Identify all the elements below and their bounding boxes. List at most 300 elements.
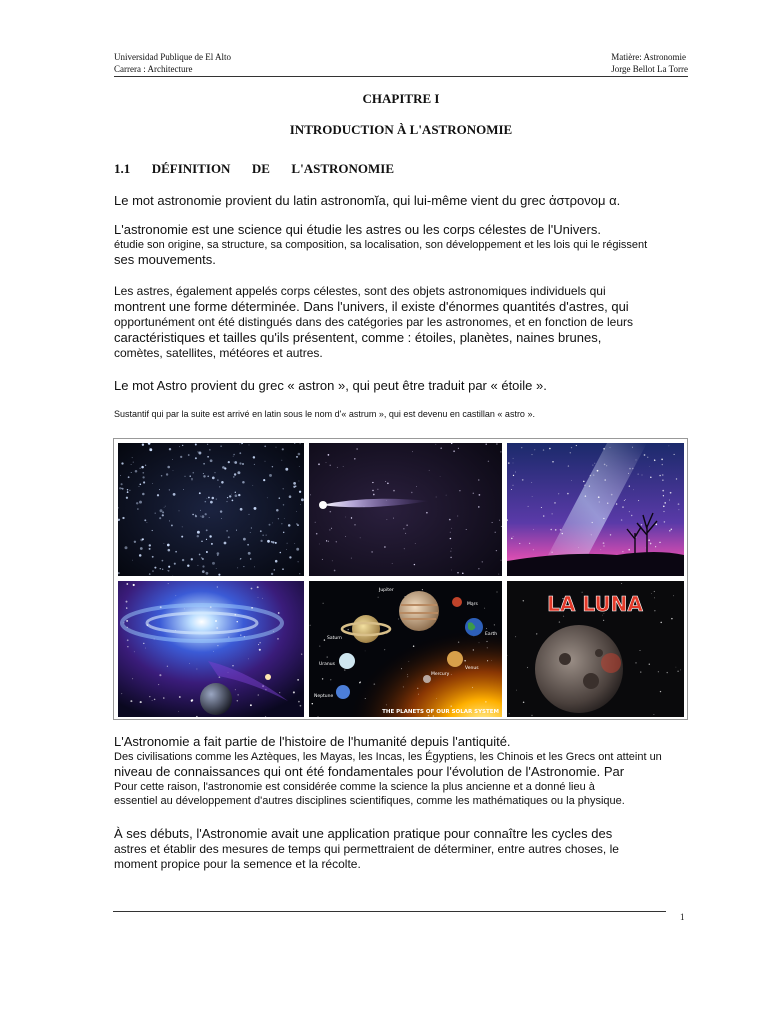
star-dot bbox=[649, 664, 650, 665]
star-dot bbox=[206, 539, 207, 540]
planet-label: Jupiter bbox=[379, 588, 394, 593]
star-dot bbox=[125, 546, 128, 549]
star-dot bbox=[648, 539, 650, 541]
star-dot bbox=[127, 627, 128, 628]
star-dot bbox=[384, 649, 385, 650]
star-dot bbox=[283, 532, 284, 533]
star-dot bbox=[173, 470, 174, 471]
star-dot bbox=[562, 533, 563, 534]
star-dot bbox=[406, 525, 407, 526]
star-dot bbox=[622, 506, 624, 508]
text-line: montrent une forme déterminée. Dans l'univers, il existe d'énormes quantités d'astres, qui bbox=[114, 299, 629, 314]
star-dot bbox=[200, 510, 201, 511]
star-dot bbox=[622, 551, 623, 552]
star-dot bbox=[200, 516, 201, 517]
star-dot bbox=[265, 716, 266, 717]
star-dot bbox=[233, 476, 235, 478]
star-dot bbox=[286, 549, 287, 550]
star-dot bbox=[603, 448, 605, 450]
star-dot bbox=[163, 697, 165, 699]
star-dot bbox=[651, 593, 652, 594]
star-dot bbox=[300, 443, 301, 444]
star-dot bbox=[277, 638, 279, 640]
star-dot bbox=[212, 477, 215, 480]
text-line: caractéristiques et tailles qu'ils présentent, comme : étoiles, planètes, naines brunes, bbox=[114, 330, 602, 345]
solar-system-image bbox=[309, 581, 502, 717]
star-dot bbox=[591, 534, 592, 535]
star-dot bbox=[238, 494, 240, 496]
star-dot bbox=[310, 625, 311, 626]
section-heading bbox=[114, 161, 394, 177]
star-dot bbox=[139, 554, 142, 557]
author-name: Jorge Bellot La Torre bbox=[611, 64, 688, 74]
text-line: opportunément ont été distingués dans des catégories par les astronomes, et en fonction de leurs bbox=[114, 315, 633, 329]
star-dot bbox=[282, 448, 284, 450]
star-dot bbox=[655, 546, 656, 547]
star-dot bbox=[182, 445, 183, 446]
star-dot bbox=[491, 660, 492, 661]
star-dot bbox=[464, 660, 465, 661]
text-line: Des civilisations comme les Aztèques, les Mayas, les Incas, les Égyptiens, les Chinois et les Grecs ont atteint un bbox=[114, 751, 662, 763]
star-dot bbox=[209, 449, 210, 450]
star-dot bbox=[212, 497, 215, 500]
star-dot bbox=[250, 558, 251, 559]
star-dot bbox=[272, 523, 273, 524]
star-dot bbox=[570, 452, 571, 453]
star-dot bbox=[131, 472, 132, 473]
star-dot bbox=[187, 565, 189, 567]
star-dot bbox=[139, 486, 140, 487]
star-dot bbox=[436, 698, 437, 699]
star-dot bbox=[323, 603, 324, 604]
star-dot bbox=[440, 447, 442, 449]
star-dot bbox=[414, 564, 415, 565]
star-dot bbox=[121, 693, 122, 694]
star-dot bbox=[610, 534, 611, 535]
star-dot bbox=[160, 509, 163, 512]
star-dot bbox=[660, 622, 662, 624]
star-dot bbox=[527, 667, 528, 668]
star-dot bbox=[184, 609, 185, 610]
star-dot bbox=[281, 460, 282, 461]
star-dot bbox=[532, 496, 533, 497]
star-dot bbox=[229, 495, 231, 497]
star-dot bbox=[257, 586, 259, 588]
star-dot bbox=[645, 548, 646, 549]
star-dot bbox=[124, 622, 125, 623]
star-dot bbox=[293, 486, 295, 488]
star-dot bbox=[315, 522, 316, 523]
star-dot bbox=[534, 449, 535, 450]
star-dot bbox=[599, 501, 600, 502]
star-dot bbox=[253, 456, 255, 458]
star-dot bbox=[173, 493, 176, 496]
text-line: À ses débuts, l'Astronomie avait une application pratique pour connaître les cycles des bbox=[114, 826, 613, 841]
star-dot bbox=[248, 659, 249, 660]
footer-rule bbox=[113, 911, 666, 912]
star-dot bbox=[142, 476, 144, 478]
star-dot bbox=[224, 467, 226, 469]
star-dot bbox=[258, 597, 259, 598]
star-dot bbox=[211, 543, 213, 545]
star-dot bbox=[172, 459, 173, 460]
star-dot bbox=[226, 530, 228, 532]
star-dot bbox=[360, 537, 361, 538]
star-dot bbox=[219, 676, 221, 678]
star-dot bbox=[275, 542, 277, 544]
star-dot bbox=[326, 462, 327, 463]
star-dot bbox=[488, 461, 489, 462]
star-dot bbox=[249, 444, 250, 445]
star-dot bbox=[168, 570, 170, 572]
star-dot bbox=[357, 448, 358, 449]
star-dot bbox=[227, 501, 228, 502]
star-dot bbox=[654, 597, 655, 598]
star-dot bbox=[559, 621, 560, 622]
star-dot bbox=[495, 532, 496, 533]
star-dot bbox=[558, 493, 559, 494]
star-dot bbox=[199, 492, 201, 494]
star-dot bbox=[378, 597, 379, 598]
star-dot bbox=[162, 569, 163, 570]
star-dot bbox=[248, 552, 251, 555]
chapter-heading: CHAPITRE I bbox=[362, 91, 440, 106]
star-dot bbox=[344, 669, 345, 670]
star-dot bbox=[160, 606, 162, 608]
star-dot bbox=[196, 669, 197, 670]
star-dot bbox=[301, 653, 302, 654]
comet-image bbox=[309, 443, 502, 576]
star-dot bbox=[209, 517, 210, 518]
star-dot bbox=[152, 556, 154, 558]
star-dot bbox=[127, 489, 128, 490]
star-dot bbox=[392, 563, 393, 564]
star-dot bbox=[594, 463, 595, 464]
star-dot bbox=[144, 519, 146, 521]
star-dot bbox=[206, 551, 208, 553]
star-dot bbox=[604, 464, 606, 466]
star-dot bbox=[412, 451, 413, 452]
star-dot bbox=[365, 651, 366, 652]
star-dot bbox=[167, 570, 168, 571]
star-dot bbox=[521, 447, 522, 448]
star-dot bbox=[343, 466, 344, 467]
star-dot bbox=[650, 476, 652, 478]
star-dot bbox=[300, 504, 301, 505]
star-dot bbox=[171, 524, 173, 526]
star-dot bbox=[237, 567, 238, 568]
star-dot bbox=[207, 456, 209, 458]
star-dot bbox=[142, 444, 144, 446]
star-dot bbox=[658, 671, 659, 672]
star-dot bbox=[655, 524, 657, 526]
star-dot bbox=[298, 481, 299, 482]
star-dot bbox=[398, 619, 399, 620]
star-dot bbox=[408, 661, 409, 662]
star-dot bbox=[294, 543, 295, 544]
star-dot bbox=[142, 493, 145, 496]
star-dot bbox=[121, 488, 122, 489]
star-dot bbox=[141, 466, 144, 469]
star-dot bbox=[676, 478, 677, 479]
star-dot bbox=[209, 535, 211, 537]
star-dot bbox=[328, 454, 330, 456]
section-word: DE bbox=[251, 161, 270, 176]
star-dot bbox=[206, 529, 208, 531]
star-dot bbox=[407, 674, 408, 675]
star-dot bbox=[232, 665, 233, 666]
star-dot bbox=[169, 448, 171, 450]
star-dot bbox=[228, 461, 230, 463]
star-dot bbox=[198, 451, 199, 452]
star-dot bbox=[149, 696, 150, 697]
star-dot bbox=[236, 530, 237, 531]
star-dot bbox=[293, 482, 296, 485]
star-dot bbox=[499, 520, 500, 521]
star-dot bbox=[265, 461, 266, 462]
star-dot bbox=[179, 511, 180, 512]
star-dot bbox=[616, 503, 618, 505]
star-dot bbox=[127, 646, 128, 647]
star-cluster-image bbox=[118, 443, 304, 576]
star-dot bbox=[127, 491, 129, 493]
star-dot bbox=[401, 668, 402, 669]
star-dot bbox=[175, 551, 177, 553]
star-dot bbox=[322, 559, 323, 560]
text-line: Les astres, également appelés corps célestes, sont des objets astronomiques individuels qui bbox=[114, 284, 606, 298]
star-dot bbox=[331, 528, 332, 529]
planet-label: Venus bbox=[465, 666, 479, 671]
star-dot bbox=[137, 508, 139, 510]
star-dot bbox=[552, 461, 554, 463]
star-dot bbox=[237, 471, 240, 474]
star-dot bbox=[139, 468, 140, 469]
star-dot bbox=[282, 568, 284, 570]
star-dot bbox=[207, 476, 209, 478]
star-dot bbox=[298, 561, 299, 562]
star-dot bbox=[154, 699, 156, 701]
star-dot bbox=[240, 634, 241, 635]
star-dot bbox=[603, 542, 605, 544]
star-dot bbox=[319, 646, 320, 647]
star-dot bbox=[638, 474, 639, 475]
star-dot bbox=[298, 701, 300, 703]
section-word: L'ASTRONOMIE bbox=[291, 161, 394, 176]
page-header bbox=[114, 51, 688, 77]
star-dot bbox=[159, 489, 160, 490]
star-dot bbox=[195, 515, 196, 516]
star-dot bbox=[641, 524, 642, 525]
star-dot bbox=[184, 476, 185, 477]
star-dot bbox=[296, 511, 297, 512]
star-dot bbox=[318, 716, 319, 717]
star-dot bbox=[649, 466, 650, 467]
star-dot bbox=[501, 526, 502, 527]
star-dot bbox=[128, 476, 130, 478]
star-dot bbox=[289, 495, 292, 498]
star-dot bbox=[235, 689, 236, 690]
star-dot bbox=[606, 465, 607, 466]
star-dot bbox=[228, 637, 229, 638]
star-dot bbox=[168, 566, 170, 568]
star-dot bbox=[472, 687, 473, 688]
star-dot bbox=[621, 583, 622, 584]
star-dot bbox=[522, 479, 524, 481]
star-dot bbox=[451, 674, 452, 675]
star-dot bbox=[673, 595, 674, 596]
star-dot bbox=[531, 482, 532, 483]
star-dot bbox=[183, 489, 184, 490]
star-dot bbox=[145, 648, 146, 649]
star-dot bbox=[191, 558, 193, 560]
star-dot bbox=[285, 468, 288, 471]
star-dot bbox=[133, 584, 135, 586]
star-dot bbox=[509, 713, 510, 714]
star-dot bbox=[635, 662, 636, 663]
star-dot bbox=[233, 454, 235, 456]
star-dot bbox=[134, 541, 136, 543]
star-dot bbox=[487, 648, 488, 649]
star-dot bbox=[328, 541, 329, 542]
star-dot bbox=[372, 490, 373, 491]
star-dot bbox=[234, 614, 236, 616]
star-dot bbox=[571, 480, 572, 481]
star-dot bbox=[497, 592, 498, 593]
star-dot bbox=[263, 535, 264, 536]
star-dot bbox=[234, 461, 237, 464]
star-dot bbox=[459, 490, 460, 491]
star-dot bbox=[142, 472, 144, 474]
star-dot bbox=[426, 512, 428, 514]
star-dot bbox=[332, 560, 333, 561]
star-dot bbox=[235, 494, 238, 497]
star-dot bbox=[300, 705, 302, 707]
star-dot bbox=[329, 529, 330, 530]
astronomy-image-grid bbox=[113, 438, 688, 720]
star-dot bbox=[449, 519, 451, 521]
star-dot bbox=[568, 465, 569, 466]
star-dot bbox=[132, 457, 133, 458]
star-dot bbox=[181, 536, 183, 538]
star-dot bbox=[611, 494, 613, 496]
paragraph bbox=[114, 826, 688, 872]
star-dot bbox=[275, 560, 278, 563]
star-dot bbox=[351, 517, 352, 518]
star-dot bbox=[589, 485, 590, 486]
star-dot bbox=[330, 511, 332, 512]
star-dot bbox=[299, 573, 300, 574]
star-dot bbox=[159, 674, 161, 676]
star-dot bbox=[324, 639, 325, 640]
star-dot bbox=[631, 515, 632, 516]
star-dot bbox=[299, 466, 300, 467]
star-dot bbox=[436, 497, 437, 498]
star-dot bbox=[254, 567, 255, 568]
star-dot bbox=[182, 526, 183, 527]
star-dot bbox=[217, 645, 218, 646]
star-dot bbox=[126, 620, 128, 622]
star-dot bbox=[585, 495, 587, 497]
star-dot bbox=[654, 591, 655, 592]
text-line: moment propice pour la semence et la récolte. bbox=[114, 857, 361, 871]
star-dot bbox=[486, 628, 487, 629]
star-dot bbox=[217, 555, 218, 556]
star-dot bbox=[560, 529, 562, 531]
star-dot bbox=[310, 495, 311, 496]
star-dot bbox=[354, 524, 356, 526]
star-dot bbox=[165, 506, 166, 507]
star-dot bbox=[152, 483, 153, 484]
star-dot bbox=[175, 595, 176, 596]
star-dot bbox=[264, 445, 266, 447]
star-dot bbox=[167, 466, 170, 469]
star-dot bbox=[387, 519, 388, 520]
star-dot bbox=[450, 705, 451, 706]
star-dot bbox=[365, 698, 366, 699]
star-dot bbox=[129, 490, 130, 491]
star-dot bbox=[632, 468, 634, 470]
star-dot bbox=[269, 474, 272, 477]
star-dot bbox=[210, 606, 212, 608]
star-dot bbox=[142, 538, 144, 540]
star-dot bbox=[276, 447, 277, 448]
star-dot bbox=[260, 642, 261, 643]
star-dot bbox=[147, 624, 149, 626]
star-dot bbox=[274, 569, 276, 571]
star-dot bbox=[669, 500, 670, 501]
star-dot bbox=[203, 463, 205, 465]
star-dot bbox=[500, 560, 501, 561]
star-dot bbox=[127, 639, 129, 641]
subject-name: Matière: Astronomie bbox=[611, 52, 686, 62]
star-dot bbox=[279, 497, 281, 499]
star-dot bbox=[478, 568, 479, 569]
star-dot bbox=[523, 701, 525, 703]
star-dot bbox=[318, 463, 320, 465]
star-dot bbox=[662, 490, 664, 492]
text-line: essentiel au développement d'autres disciplines scientifiques, comme les mathématiques ou la physique. bbox=[114, 795, 625, 807]
star-dot bbox=[143, 643, 144, 644]
solar-system-caption: THE PLANETS OF OUR SOLAR SYSTEM bbox=[382, 709, 499, 715]
star-dot bbox=[604, 479, 606, 481]
star-dot bbox=[162, 560, 164, 562]
star-dot bbox=[233, 456, 234, 457]
star-dot bbox=[659, 542, 660, 543]
star-dot bbox=[267, 497, 268, 498]
star-dot bbox=[202, 565, 204, 567]
text-line: Sustantif qui par la suite est arrivé en latin sous le nom d'« astrum », qui est devenu en castillan « astro ». bbox=[114, 409, 535, 419]
star-dot bbox=[640, 672, 641, 673]
star-dot bbox=[549, 448, 551, 450]
star-dot bbox=[576, 445, 577, 446]
star-dot bbox=[221, 481, 224, 484]
star-dot bbox=[134, 651, 135, 652]
star-dot bbox=[162, 514, 164, 516]
star-dot bbox=[272, 466, 273, 467]
star-dot bbox=[625, 499, 626, 500]
paragraph bbox=[114, 378, 688, 394]
star-dot bbox=[450, 538, 452, 540]
star-dot bbox=[298, 453, 301, 456]
star-dot bbox=[130, 700, 132, 702]
star-dot bbox=[351, 558, 352, 559]
star-dot bbox=[262, 598, 263, 599]
star-dot bbox=[555, 529, 557, 531]
star-dot bbox=[301, 498, 304, 501]
text-line: comètes, satellites, météores et autres. bbox=[114, 346, 323, 360]
star-dot bbox=[224, 542, 227, 545]
star-dot bbox=[541, 507, 542, 508]
